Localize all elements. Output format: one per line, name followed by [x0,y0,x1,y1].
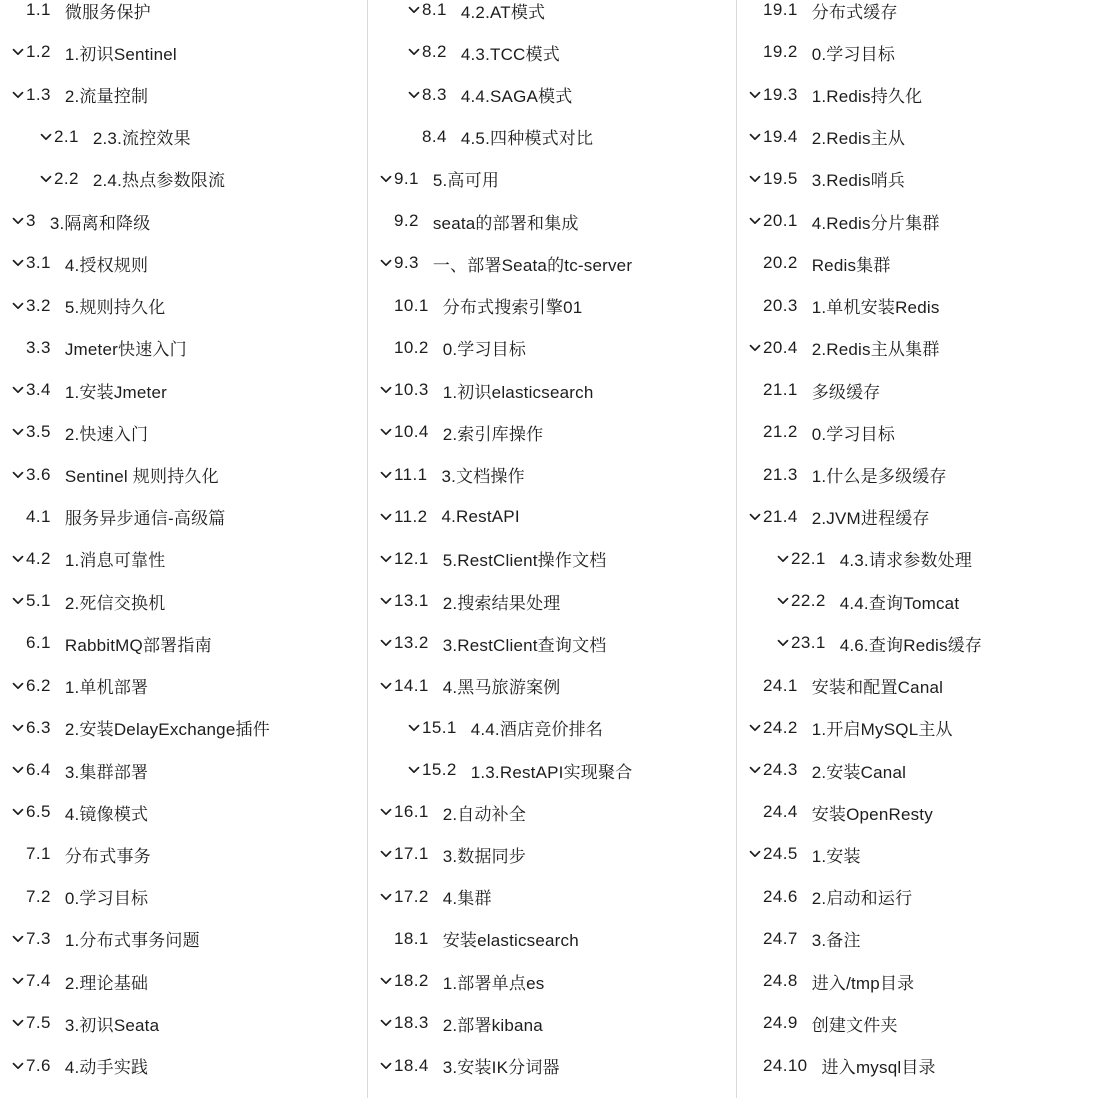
toc-item-title: 2.流量控制 [64,87,149,107]
toc-item-number: 19.2 [763,42,798,62]
chevron-down-icon[interactable] [378,424,394,440]
toc-item-number: 11.1 [394,464,428,484]
toc-item-title: 2.3.流控效果 [92,129,191,149]
toc-item-title: 2.搜索结果处理 [442,593,561,613]
chevron-down-icon[interactable] [10,551,26,567]
toc-item[interactable] [368,73,736,115]
toc-item[interactable] [0,369,367,411]
toc-item-title: 4.4.酒店竞价排名 [470,720,604,740]
toc-item-number: 9.2 [394,211,419,231]
toc-item-title: 2.理论基础 [64,973,149,993]
toc-item[interactable] [368,453,736,495]
toc-item-number: 24.5 [763,844,798,864]
toc-item[interactable] [737,200,1098,242]
toc-item-title: 1.单机部署 [64,678,149,698]
toc-item-title: 1.消息可靠性 [64,551,166,571]
toc-item-title: 2.Redis主从 [811,129,906,149]
toc-item-title: 2.启动和运行 [811,889,913,909]
toc-item-number: 13.2 [394,633,429,653]
toc-item-number: 5.1 [26,591,51,611]
toc-item-title: 2.快速入门 [64,424,149,444]
chevron-down-icon[interactable] [378,171,394,187]
toc-item-number: 22.2 [791,591,826,611]
toc-item-number: 13.1 [394,591,429,611]
toc-item[interactable] [0,791,367,833]
toc-item-number: 21.2 [763,422,798,442]
toc-item-number: 21.4 [763,506,798,526]
chevron-down-icon[interactable] [378,889,394,905]
toc-item-number: 16.1 [394,802,429,822]
toc-item-number: 7.3 [26,928,51,948]
toc-item[interactable] [0,1044,367,1086]
toc-item[interactable] [0,665,367,707]
toc-item-number: 6.3 [26,717,51,737]
toc-item-title: 多级缓存 [811,382,881,402]
toc-item[interactable] [368,876,736,918]
toc-item-number: 20.1 [763,211,798,231]
toc-item-number: 2.2 [54,168,79,188]
toc-item[interactable] [368,791,736,833]
toc-item-title: 1.初识elasticsearch [442,382,594,402]
toc-item[interactable] [368,327,736,369]
toc-list [368,0,736,1087]
toc-item-title: 5.高可用 [432,171,500,191]
toc-item-number: 24.1 [763,675,798,695]
toc-item[interactable] [737,496,1098,538]
chevron-down-icon[interactable] [747,846,763,862]
toc-item-number: 1.3 [26,84,51,104]
toc-item-title: 5.RestClient操作文档 [442,551,607,571]
toc-item[interactable] [0,749,367,791]
chevron-down-icon[interactable] [10,931,26,947]
toc-item-title: 2.自动补全 [442,804,527,824]
toc-item-title: 1.分布式事务问题 [64,931,200,951]
toc-item[interactable] [737,158,1098,200]
chevron-down-icon[interactable] [378,255,394,271]
toc-item-number: 4.1 [26,506,51,526]
toc-item-number: 3.3 [26,337,51,357]
toc-item[interactable] [0,31,367,73]
toc-item-number: 17.2 [394,886,429,906]
toc-item-title: 4.镜像模式 [64,804,149,824]
toc-item-number: 8.3 [422,84,447,104]
toc-item-number: 18.3 [394,1013,429,1033]
toc-item-title: 服务异步通信-高级篇 [64,509,226,529]
toc-item[interactable] [737,0,1098,31]
toc-item-number: 18.4 [394,1055,429,1075]
toc-item-title: 4.动手实践 [64,1058,149,1078]
toc-column-1 [0,0,367,1098]
toc-item-title: 0.学习目标 [64,889,149,909]
toc-item[interactable] [368,411,736,453]
toc-item-title: 2.安装Canal [811,762,907,782]
toc-item-title: 4.Redis分片集群 [811,213,940,233]
toc-item-title: 4.4.SAGA模式 [460,87,573,107]
chevron-down-icon[interactable] [10,467,26,483]
toc-item-number: 9.3 [394,253,419,273]
toc-item-number: 8.2 [422,42,447,62]
toc-item-title: 2.Redis主从集群 [811,340,940,360]
toc-item[interactable] [0,200,367,242]
toc-item-title: 微服务保护 [64,2,151,22]
toc-item-title: 4.RestAPI [441,506,520,526]
toc-column-2 [367,0,736,1098]
toc-item[interactable] [737,665,1098,707]
chevron-down-icon[interactable] [378,1058,394,1074]
toc-item-number: 7.2 [26,886,51,906]
toc-item-number: 24.8 [763,971,798,991]
toc-item-number: 19.5 [763,168,798,188]
chevron-down-icon[interactable] [775,635,791,651]
toc-item-title: 进入/tmp目录 [811,973,915,993]
toc-item[interactable] [737,31,1098,73]
toc-item-title: RabbitMQ部署指南 [64,635,212,655]
toc-item-title: seata的部署和集成 [432,213,579,233]
toc-item-number: 7.1 [26,844,51,864]
toc-item-number: 24.10 [763,1055,808,1075]
toc-item[interactable] [368,242,736,284]
toc-item-number: 7.4 [26,971,51,991]
toc-item-number: 21.3 [763,464,798,484]
chevron-down-icon[interactable] [378,509,394,525]
toc-item-number: 19.3 [763,84,798,104]
toc-item[interactable] [368,285,736,327]
toc-item[interactable] [0,327,367,369]
toc-item[interactable] [737,1044,1098,1086]
toc-item[interactable] [737,749,1098,791]
toc-item-title: 4.授权规则 [64,255,149,275]
toc-item[interactable] [0,918,367,960]
chevron-down-icon[interactable] [747,87,763,103]
toc-item[interactable] [737,327,1098,369]
toc-item-number: 24.2 [763,717,798,737]
toc-item-title: 0.学习目标 [811,44,896,64]
toc-item[interactable] [0,158,367,200]
toc-item-number: 18.1 [394,928,429,948]
chevron-down-icon[interactable] [10,382,26,398]
toc-item-number: 20.4 [763,337,798,357]
toc-item-title: 安装elasticsearch [442,931,579,951]
toc-item-number: 23.1 [791,633,826,653]
toc-item[interactable] [0,496,367,538]
toc-item-number: 24.3 [763,760,798,780]
toc-item-title: 1.开启MySQL主从 [811,720,953,740]
toc-item[interactable] [0,453,367,495]
toc-item[interactable] [737,791,1098,833]
toc-item-number: 1.2 [26,42,51,62]
chevron-down-icon[interactable] [406,87,422,103]
toc-item-number: 12.1 [394,548,429,568]
toc-item-title: 0.学习目标 [811,424,896,444]
chevron-down-icon[interactable] [10,593,26,609]
toc-item-number: 6.2 [26,675,51,695]
toc-item-title: Sentinel 规则持久化 [64,467,219,487]
chevron-down-icon[interactable] [747,762,763,778]
chevron-down-icon[interactable] [747,171,763,187]
toc-item-title: 2.4.热点参数限流 [92,171,226,191]
toc-item-number: 24.4 [763,802,798,822]
toc-item-number: 10.4 [394,422,429,442]
toc-item-number: 24.7 [763,928,798,948]
toc-item-title: Redis集群 [811,255,891,275]
toc-item-title: 4.黑马旅游案例 [442,678,561,698]
toc-item-number: 20.3 [763,295,798,315]
chevron-down-icon[interactable] [10,973,26,989]
toc-item-number: 24.9 [763,1013,798,1033]
toc-item-title: 3.集群部署 [64,762,149,782]
toc-item-number: 9.1 [394,168,419,188]
toc-item-number: 20.2 [763,253,798,273]
toc-item-number: 3.1 [26,253,51,273]
toc-item[interactable] [737,453,1098,495]
toc-item-title: 2.死信交换机 [64,593,166,613]
toc-item-number: 10.1 [394,295,429,315]
chevron-down-icon[interactable] [38,171,54,187]
toc-item[interactable] [368,707,736,749]
toc-item[interactable] [0,960,367,1002]
toc-item-title: 2.索引库操作 [442,424,544,444]
toc-item-title: 2.JVM进程缓存 [811,509,930,529]
toc-item[interactable] [737,707,1098,749]
toc-item[interactable] [368,538,736,580]
chevron-down-icon[interactable] [378,382,394,398]
toc-item[interactable] [0,242,367,284]
toc-item-title: 1.安装Jmeter [64,382,167,402]
toc-item-title: 4.3.请求参数处理 [839,551,973,571]
toc-item-title: 进入mysql目录 [821,1058,936,1078]
toc-item-title: 1.部署单点es [442,973,545,993]
toc-item[interactable] [0,538,367,580]
chevron-down-icon[interactable] [378,551,394,567]
chevron-down-icon[interactable] [378,467,394,483]
chevron-down-icon[interactable] [747,213,763,229]
toc-list [737,0,1098,1087]
toc-item[interactable] [737,622,1098,664]
toc-item[interactable] [737,833,1098,875]
toc-item[interactable] [368,200,736,242]
toc-item-number: 8.1 [422,0,447,20]
toc-item-number: 7.6 [26,1055,51,1075]
toc-item-title: 1.安装 [811,846,861,866]
toc-item-number: 15.1 [422,717,457,737]
toc-item[interactable] [368,833,736,875]
toc-item-number: 17.1 [394,844,429,864]
chevron-down-icon[interactable] [406,720,422,736]
toc-item[interactable] [737,285,1098,327]
toc-item[interactable] [368,158,736,200]
toc-item-number: 3.5 [26,422,51,442]
toc-item[interactable] [368,580,736,622]
toc-item-number: 10.2 [394,337,429,357]
toc-item-title: 1.Redis持久化 [811,87,923,107]
toc-item[interactable] [368,960,736,1002]
toc-item-number: 19.1 [763,0,798,20]
toc-item-title: 3.安装IK分词器 [442,1058,560,1078]
toc-item-title: 1.3.RestAPI实现聚合 [470,762,633,782]
chevron-down-icon[interactable] [10,87,26,103]
toc-item[interactable] [0,0,367,31]
chevron-down-icon[interactable] [38,129,54,145]
chevron-down-icon[interactable] [10,804,26,820]
toc-item-number: 14.1 [394,675,429,695]
chevron-down-icon[interactable] [378,846,394,862]
chevron-down-icon[interactable] [10,255,26,271]
toc-column-3 [736,0,1098,1098]
toc-item-title: 一、部署Seata的tc-server [432,255,633,275]
toc-item-title: 分布式事务 [64,846,151,866]
chevron-down-icon[interactable] [378,593,394,609]
toc-item-title: 3.RestClient查询文档 [442,635,607,655]
toc-item-title: 1.什么是多级缓存 [811,467,947,487]
chevron-down-icon[interactable] [10,762,26,778]
toc-item-number: 10.3 [394,380,429,400]
chevron-down-icon[interactable] [378,1015,394,1031]
toc-item-number: 19.4 [763,126,798,146]
toc-item[interactable] [0,285,367,327]
toc-item-title: 3.Redis哨兵 [811,171,906,191]
toc-item[interactable] [368,1044,736,1086]
toc-item[interactable] [368,496,736,538]
toc-item-title: 3.数据同步 [442,846,527,866]
chevron-down-icon[interactable] [10,1015,26,1031]
toc-item-title: 1.单机安装Redis [811,298,940,318]
toc-item-title: 3.备注 [811,931,861,951]
toc-item-title: 4.3.TCC模式 [460,44,560,64]
toc-item[interactable] [0,876,367,918]
chevron-down-icon[interactable] [10,678,26,694]
toc-item-title: 分布式搜索引擎01 [442,298,583,318]
chevron-down-icon[interactable] [10,1058,26,1074]
toc-item-title: 5.规则持久化 [64,298,166,318]
toc-item-number: 24.6 [763,886,798,906]
toc-item-number: 1.1 [26,0,51,20]
toc-item-number: 6.4 [26,760,51,780]
toc-item-title: 安装和配置Canal [811,678,944,698]
chevron-down-icon[interactable] [10,213,26,229]
toc-item-number: 3.6 [26,464,51,484]
toc-item[interactable] [368,622,736,664]
toc-item[interactable] [368,369,736,411]
chevron-down-icon[interactable] [747,509,763,525]
toc-item-number: 4.2 [26,548,51,568]
toc-item[interactable] [0,580,367,622]
toc-item[interactable] [737,73,1098,115]
toc-item-number: 2.1 [54,126,79,146]
chevron-down-icon[interactable] [406,44,422,60]
toc-item-title: 创建文件夹 [811,1015,898,1035]
toc-item-title: Jmeter快速入门 [64,340,187,360]
toc-item[interactable] [0,622,367,664]
toc-item[interactable] [737,369,1098,411]
toc-item-number: 6.5 [26,802,51,822]
chevron-down-icon[interactable] [378,635,394,651]
chevron-down-icon[interactable] [775,593,791,609]
toc-item[interactable] [368,31,736,73]
toc-item-number: 18.2 [394,971,429,991]
chevron-down-icon[interactable] [378,804,394,820]
toc-item-title: 安装OpenResty [811,804,933,824]
chevron-down-icon[interactable] [747,129,763,145]
toc-item-number: 6.1 [26,633,51,653]
toc-item[interactable] [737,411,1098,453]
toc-item[interactable] [737,1002,1098,1044]
toc-item[interactable] [368,665,736,707]
toc-item[interactable] [368,918,736,960]
chevron-down-icon[interactable] [747,720,763,736]
chevron-down-icon[interactable] [747,340,763,356]
toc-item-number: 15.2 [422,760,457,780]
toc-item[interactable] [737,242,1098,284]
toc-item[interactable] [0,73,367,115]
chevron-down-icon[interactable] [406,762,422,778]
toc-item-number: 3.4 [26,380,51,400]
toc-item-title: 4.4.查询Tomcat [839,593,960,613]
chevron-down-icon[interactable] [10,298,26,314]
toc-item-title: 3.文档操作 [441,467,525,487]
toc-item-title: 3.初识Seata [64,1015,160,1035]
toc-item-number: 3.2 [26,295,51,315]
toc-item[interactable] [0,833,367,875]
toc-item[interactable] [737,580,1098,622]
chevron-down-icon[interactable] [378,973,394,989]
toc-item-number: 7.5 [26,1013,51,1033]
chevron-down-icon[interactable] [10,720,26,736]
toc-item-title: 3.隔离和降级 [49,213,151,233]
toc-item[interactable] [0,707,367,749]
toc-item-title: 4.集群 [442,889,492,909]
toc-item-number: 11.2 [394,506,428,526]
chevron-down-icon[interactable] [406,2,422,18]
toc-item-title: 分布式缓存 [811,2,898,22]
toc-item-title: 0.学习目标 [442,340,527,360]
toc-item-title: 2.部署kibana [442,1015,543,1035]
toc-item[interactable] [0,411,367,453]
toc-item[interactable] [737,876,1098,918]
toc-item-number: 21.1 [763,380,798,400]
toc-item-title: 1.初识Sentinel [64,44,177,64]
toc-item[interactable] [368,0,736,31]
toc-item[interactable] [368,749,736,791]
toc-item-number: 3 [26,211,36,231]
toc-item-title: 4.6.查询Redis缓存 [839,635,983,655]
toc-item[interactable] [368,1002,736,1044]
toc-item[interactable] [0,1002,367,1044]
toc-list [0,0,367,1087]
toc-item[interactable] [737,116,1098,158]
chevron-down-icon[interactable] [378,678,394,694]
chevron-down-icon[interactable] [10,424,26,440]
toc-item[interactable] [737,538,1098,580]
toc-item[interactable] [0,116,367,158]
toc-item[interactable] [368,116,736,158]
toc-item-title: 4.5.四种模式对比 [460,129,594,149]
chevron-down-icon[interactable] [775,551,791,567]
chevron-down-icon[interactable] [10,44,26,60]
toc-item-number: 22.1 [791,548,826,568]
toc-item-title: 4.2.AT模式 [460,2,546,22]
toc-item-title: 2.安装DelayExchange插件 [64,720,270,740]
toc-item[interactable] [737,960,1098,1002]
toc-item-number: 8.4 [422,126,447,146]
toc-item[interactable] [737,918,1098,960]
